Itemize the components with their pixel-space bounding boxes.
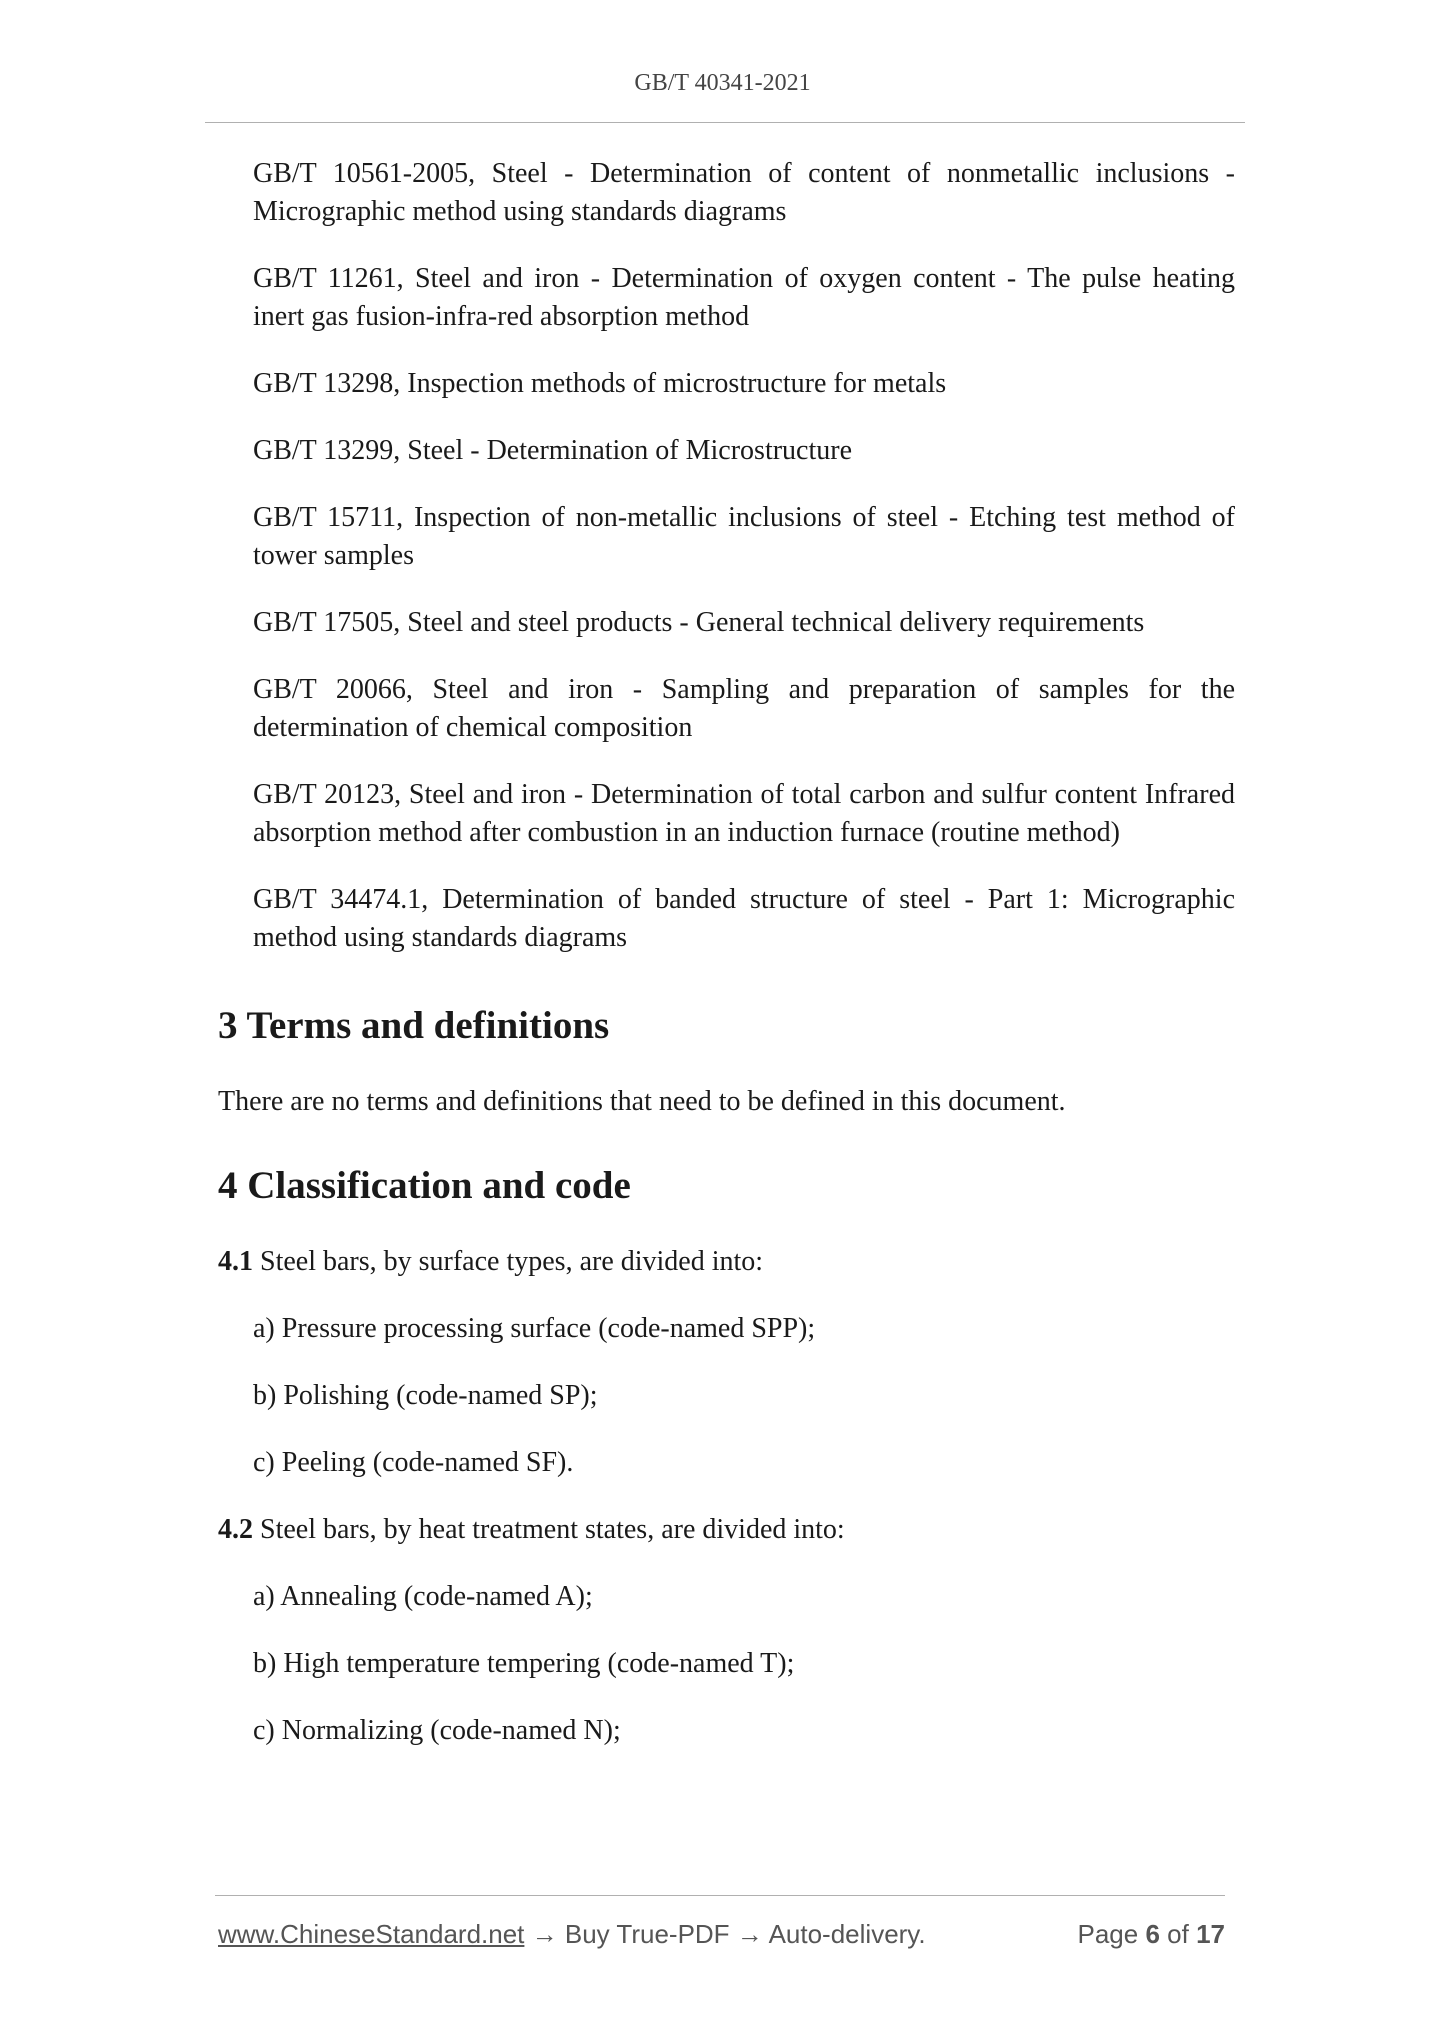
clause-4-2-list	[253, 1578, 1235, 1750]
footer-promo	[218, 1917, 926, 1951]
section-3-heading: 3 Terms and definitions	[218, 1004, 610, 1047]
clause-4-1	[218, 1243, 1235, 1281]
section-3-body: There are no terms and definitions that need to be defined in this document.	[218, 1086, 1066, 1117]
footer-divider	[215, 1895, 1225, 1896]
clause-4-1-number: 4.1	[218, 1246, 253, 1277]
document-body	[218, 155, 1235, 1779]
page-word: Page	[1077, 1919, 1139, 1949]
clause-4-2-text: Steel bars, by heat treatment states, are divided into:	[253, 1514, 845, 1545]
reference-item: GB/T 10561-2005, Steel - Determination of content of nonmetallic inclusions - Micrographic method using standards diagrams	[253, 158, 1235, 227]
section-4-heading: 4 Classification and code	[218, 1164, 631, 1207]
reference-item: GB/T 13299, Steel - Determination of Microstructure	[253, 435, 853, 466]
reference-item: GB/T 17505, Steel and steel products - General technical delivery requirements	[253, 607, 1145, 638]
page-counter	[1077, 1917, 1225, 1951]
header-divider	[205, 122, 1245, 123]
total-page-count: 17	[1196, 1919, 1225, 1949]
reference-item: GB/T 34474.1, Determination of banded structure of steel - Part 1: Micrographic method using standards diagrams	[253, 884, 1235, 953]
clause-4-2-number: 4.2	[218, 1514, 253, 1545]
list-item: a) Pressure processing surface (code-named SPP);	[253, 1313, 816, 1344]
list-item: b) Polishing (code-named SP);	[253, 1380, 598, 1411]
page-header-doc-id: GB/T 40341-2021	[634, 70, 811, 96]
clause-4-1-list	[253, 1310, 1235, 1482]
list-item: c) Normalizing (code-named N);	[253, 1715, 621, 1746]
current-page-number: 6	[1145, 1919, 1160, 1949]
website-link[interactable]: www.ChineseStandard.net	[218, 1919, 525, 1949]
reference-item: GB/T 13298, Inspection methods of microstructure for metals	[253, 368, 947, 399]
footer-promo-text: → Buy True-PDF → Auto-delivery.	[524, 1919, 926, 1949]
reference-item: GB/T 11261, Steel and iron - Determination of oxygen content - The pulse heating inert gas fusion-infra-red absorption method	[253, 263, 1235, 332]
clause-4-1-text: Steel bars, by surface types, are divided into:	[253, 1246, 764, 1277]
list-item: b) High temperature tempering (code-named T);	[253, 1648, 795, 1679]
normative-references-list	[253, 155, 1235, 957]
list-item: a) Annealing (code-named A);	[253, 1581, 593, 1612]
list-item: c) Peeling (code-named SF).	[253, 1447, 574, 1478]
clause-4-2	[218, 1511, 1235, 1549]
of-word: of	[1167, 1919, 1189, 1949]
reference-item: GB/T 15711, Inspection of non-metallic inclusions of steel - Etching test method of tower samples	[253, 502, 1235, 571]
reference-item: GB/T 20123, Steel and iron - Determination of total carbon and sulfur content Infrared absorption method after combustion in an induction furnace (routine method)	[253, 779, 1235, 848]
reference-item: GB/T 20066, Steel and iron - Sampling and preparation of samples for the determination of chemical composition	[253, 674, 1235, 743]
